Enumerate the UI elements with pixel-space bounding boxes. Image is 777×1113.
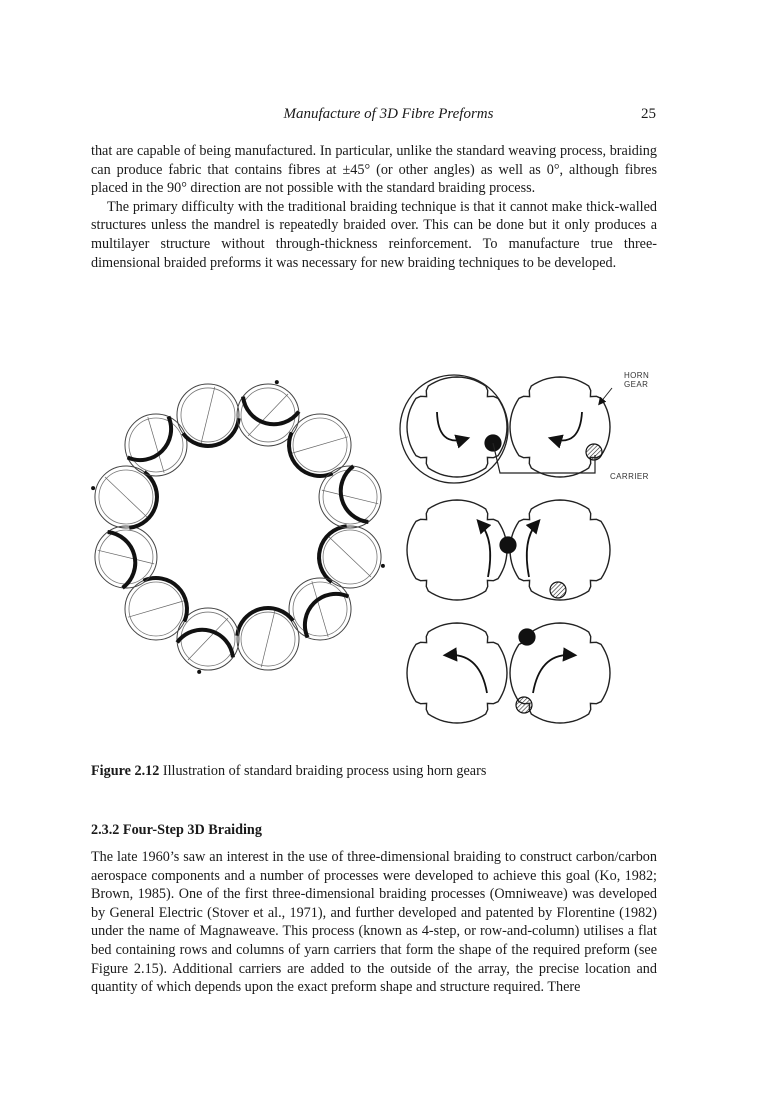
gear-spoke [292,437,348,453]
yarn-path [177,630,233,658]
horn-gear-outline [407,623,507,723]
horn-gear-leader-line [600,388,612,403]
rotation-arrow [533,655,572,693]
paragraph: The primary difficulty with the traditional braiding technique is that it cannot make thick-walled structures unless the mandrel is repeatedly braided over. This can be done but it only produces a multilayer structure without through-thickness reinforcement. To manufacture true three-dimensional braided preforms it was necessary for new braiding techniques to be developed. [91,198,657,271]
yarn-path [143,578,186,621]
body-text-top [91,142,657,272]
gear-spoke [105,477,147,517]
carrier-label: CARRIER [610,472,649,481]
gear-spoke [329,537,371,577]
yarn-path [341,466,369,522]
horn-gear [407,377,507,477]
carrier-solid [500,537,516,553]
yarn-path [289,432,332,475]
figure-caption [91,763,486,780]
rotation-arrow [480,523,490,577]
gear-label: GEAR [624,380,649,389]
gear-spoke [148,417,164,473]
carrier-hatched [516,697,532,713]
carrier-dot [197,670,201,674]
body-text-bottom [91,848,657,997]
carrier-hatched [586,444,602,460]
gear-spoke [261,611,275,667]
yarn-path [243,397,299,425]
rotation-arrow [437,412,465,440]
page-number: 25 [641,106,656,122]
carrier-dot [91,486,95,490]
figure-illustration [0,355,777,735]
rotation-arrow [553,412,582,440]
rotation-arrow [448,655,487,693]
paragraph: The late 1960’s saw an interest in the use of three-dimensional braiding to construct carbon/carbon aerospace components and a number of processes were developed to achieve this goal (Ko, 1982; Brown, 1985). One of the first three-dimensional braiding processes (Omniweave) was developed by General Electric (Stover et al., 1971), and further developed and patented by Florentine (1982) under the name of Magnaweave. This process (known as 4-step, or row-and-column) utilises a flat bed containing rows and columns of yarn carriers that form the shape of the required preform (see Figure 2.15). Additional carriers are added to the outside of the array, the precise location and quantity of which depends upon the exact preform shape and structure required. There [91,849,657,996]
section-heading: 2.3.2 Four-Step 3D Braiding [91,822,262,838]
carrier-dot [381,564,385,568]
gear-spoke [312,581,328,637]
gear-spoke [201,387,215,443]
horn-gear-outline [407,377,507,477]
figure-caption-text: Illustration of standard braiding process using horn gears [159,763,487,779]
carrier-leader-line [493,443,595,473]
figure-number: Figure 2.12 [91,763,160,779]
horn-gear-outline [407,500,507,600]
paragraph: that are capable of being manufactured. In particular, unlike the standard weaving process, braiding can produce fabric that contains fibres at ±45° (or other angles) as well as 0°, although fibres placed in the 90° direction are not possible with the standard braiding process. [91,143,657,197]
horn-label: HORN [624,371,650,380]
horn-gear [407,500,507,600]
horn-gear [407,623,507,723]
carrier-hatched [550,582,566,598]
carrier-dot [275,380,279,384]
carrier-solid [519,629,535,645]
figure-horn-gears [0,355,777,735]
yarn-path [108,532,136,588]
horn-gear-ring [91,380,385,674]
gear-spoke [128,601,184,617]
rotation-arrow [527,523,537,577]
running-title: Manufacture of 3D Fibre Preforms [283,106,494,122]
gear-spoke [322,490,378,504]
gear-spoke [98,550,154,564]
horn-gear-pair-top [400,375,508,483]
